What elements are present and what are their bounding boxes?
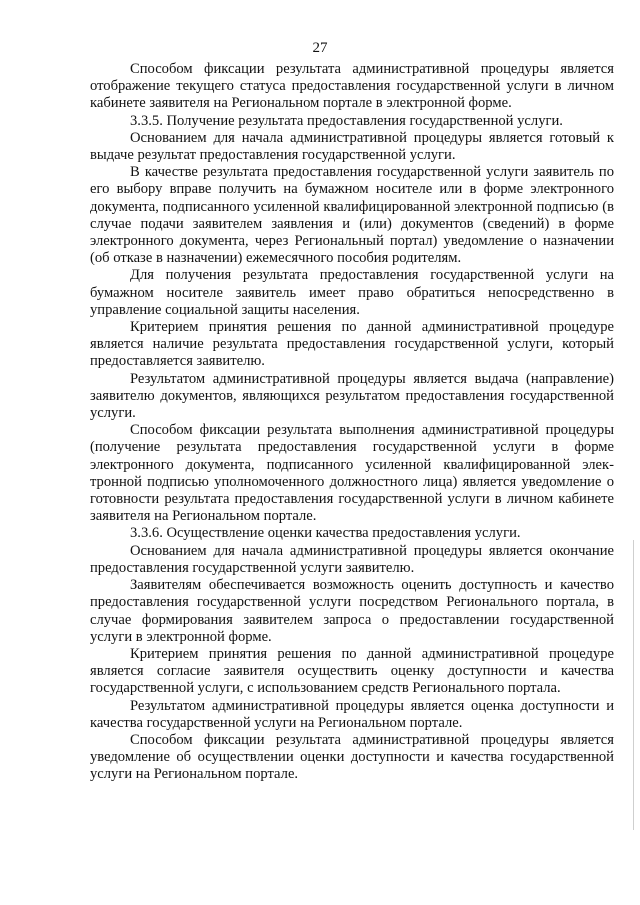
paragraph-evaluation-possibility: Заявителям обеспечивается возможность оценить доступность и качество предоставления государственной услуги посредством Регионального портала, в случае формирования заявителем запроса о предоставлении государственной услуги в электронной форме. bbox=[90, 577, 614, 645]
paragraph-fixation-evaluation: Способом фиксации результата административной процедуры является уведомление об осуществлении оценки доступности и качества государственной услуги на Региональном портале. bbox=[90, 731, 614, 783]
section-heading-3-3-6: 3.3.6. Осуществление оценки качества предоставления услуги. bbox=[130, 525, 521, 542]
paragraph-basis-completion: Основанием для начала административной процедуры является окончание предоставления государственной услуги заявителю. bbox=[90, 542, 614, 576]
paragraph-fixation-status: Способом фиксации результата административной процедуры является отображение текущего статуса предоставления государственной услуги в личном кабинете заявителя на Региональном портале в электронной форме. bbox=[90, 61, 614, 112]
scan-edge-line bbox=[633, 540, 634, 830]
paragraph-basis-ready-result: Основанием для начала административной процедуры является готовый к выдаче результат предоставления государственной услуги. bbox=[90, 129, 614, 164]
paragraph-result-choice: В качестве результата предоставления государственной услуги заявитель по его выбору вправе получить на бумажном носителе или в форме электронного документа, подписанного усиленной квалифицированной электронной подписью (в случае подачи заявителем заявления и (или) документов (сведений) в форме электронного документа, через Региональный портал) уведомление о назначении (об отказе в назначении) ежемесячного пособия родителям. bbox=[90, 164, 614, 267]
paragraph-outcome-issue: Результатом административной процедуры является выдача (направление) заявителю документов, являющихся результатом предоставления государственной услуги. bbox=[90, 370, 614, 422]
paragraph-outcome-evaluation: Результатом административной процедуры является оценка доступности и качества государственной услуги на Региональном портале. bbox=[90, 697, 614, 731]
section-heading-3-3-5: 3.3.5. Получение результата предоставления государственной услуги. bbox=[130, 112, 563, 129]
page-number: 27 bbox=[312, 40, 328, 56]
paragraph-paper-result: Для получения результата предоставления государственной услуги на бумажном носителе заявитель имеет право обратиться непосредственно в управление социальной защиты населения. bbox=[90, 267, 614, 318]
paragraph-criterion-result: Критерием принятия решения по данной административной процедуре является наличие результата предоставления государственной услуги, который предоставляется заявителю. bbox=[90, 319, 614, 370]
paragraph-criterion-consent: Критерием принятия решения по данной административной процедуре является согласие заявителя осуществить оценку доступности и качества государственной услуги, с использованием средств Регионального портала. bbox=[90, 645, 614, 697]
document-body bbox=[90, 61, 614, 784]
paragraph-fixation-notification: Способом фиксации результата выполнения административной процедуры (получение результата предоставления государственной услуги в форме электронного документа, подписанного усиленной квалифицированной электронной подписью уполномоченного должностного лица) является уведомление о готовности результата предоставления государственной услуги в личном кабинете заявителя на Региональном портале. bbox=[90, 422, 614, 525]
